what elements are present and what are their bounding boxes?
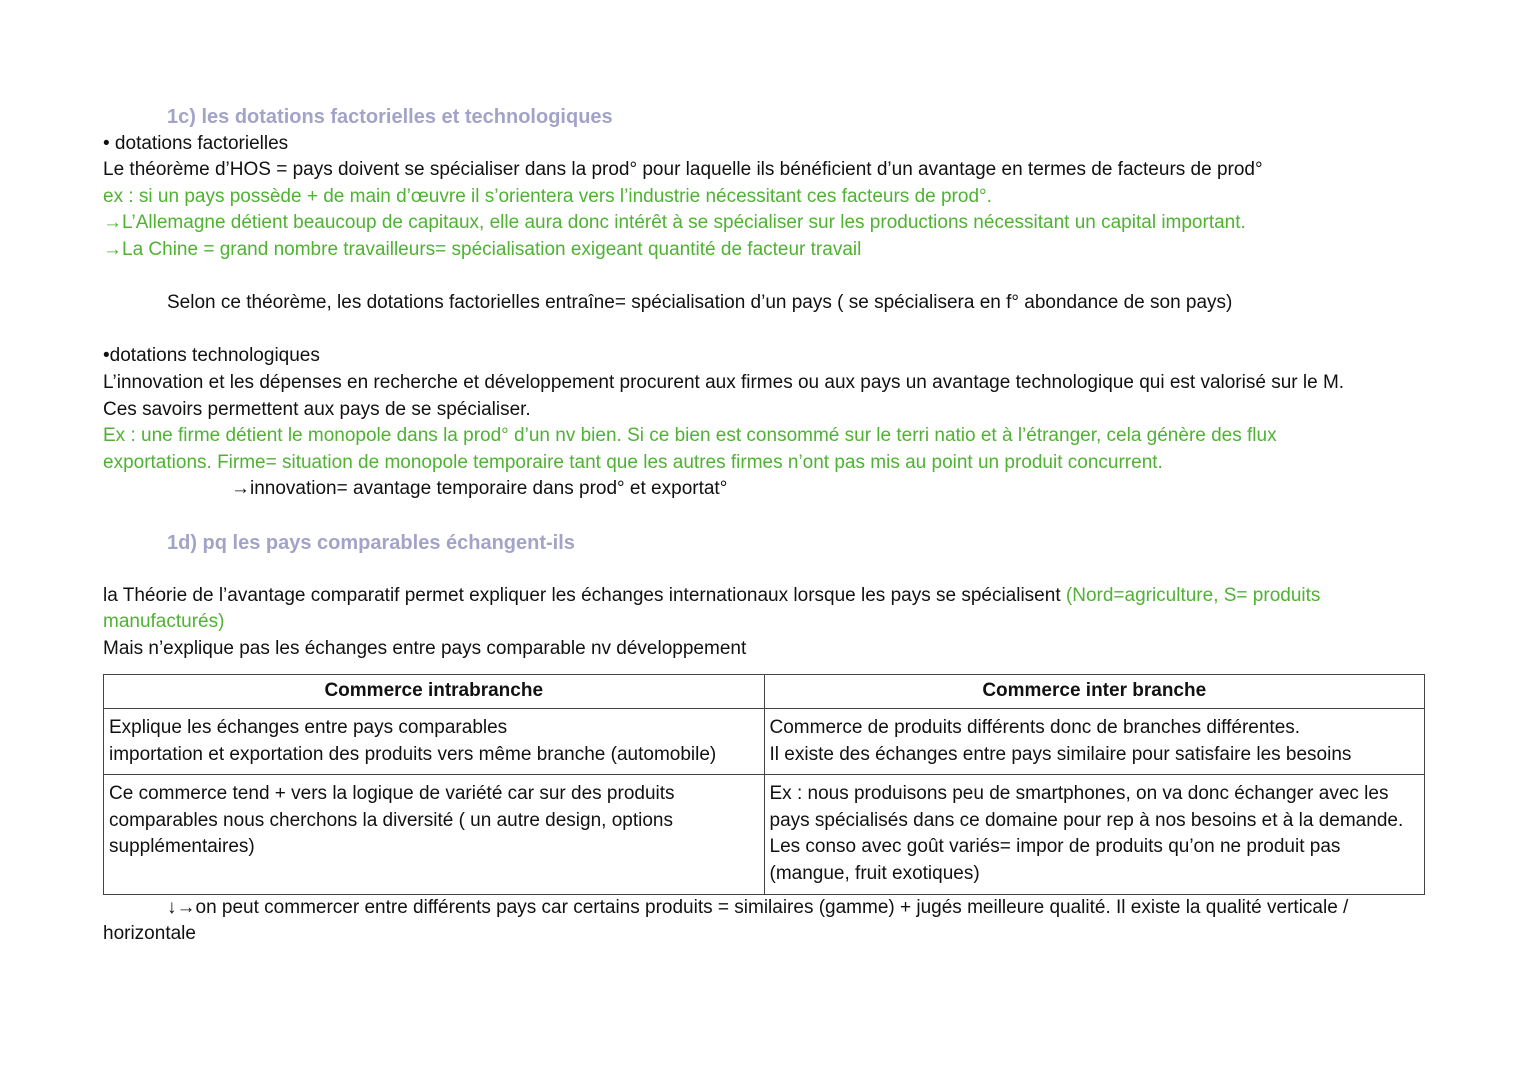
cell-line: Ex : nous produisons peu de smartphones, on va donc échanger avec les: [769, 783, 1389, 805]
header-interbranch: Commerce inter branche: [764, 675, 1425, 709]
theory-green-1: (Nord=agriculture, S= produits: [1065, 584, 1321, 606]
heading-1d: 1d) pq les pays comparables échangent-ils: [167, 531, 575, 554]
hos-conclusion: Selon ce théorème, les dotations factorielles entraîne= spécialisation d’un pays ( se spécialisera en f° abondance de son pays): [167, 292, 1233, 314]
cell-line: supplémentaires): [109, 836, 255, 858]
cell-line: pays spécialisés dans ce domaine pour rep à nos besoins et à la demande.: [769, 809, 1404, 831]
bullet-tech-endowments: •dotations technologiques: [103, 345, 320, 367]
cell-line: Les conso avec goût variés= impor de produits qu’on ne produit pas: [769, 836, 1341, 858]
document-page: [103, 104, 1433, 948]
heading-1c: 1c) les dotations factorielles et technologiques: [167, 106, 613, 128]
example-germany: →L’Allemagne détient beaucoup de capitaux, elle aura donc intérêt à se spécialiser sur les productions nécessitant un capital important.: [103, 212, 1246, 234]
theory-text: [103, 583, 1433, 610]
example-monopoly-1: Ex : une firme détient le monopole dans la prod° d’un nv bien. Si ce bien est consommé sur le terri natio et à l’étranger, cela génère des flux: [103, 425, 1277, 447]
limit-text: Mais n’explique pas les échanges entre pays comparable nv développement: [103, 637, 747, 659]
table-cell: [104, 709, 765, 775]
theory-main: la Théorie de l’avantage comparatif permet expliquer les échanges internationaux lorsque les pays se spécialisent: [103, 584, 1066, 606]
table-cell: [764, 775, 1425, 894]
cell-line: Ce commerce tend + vers la logique de variété car sur des produits: [109, 783, 675, 805]
table-cell: [104, 775, 765, 894]
hos-theorem-text: Le théorème d’HOS = pays doivent se spécialiser dans la prod° pour laquelle ils bénéficient d’un avantage en termes de facteurs de prod°: [103, 159, 1263, 181]
innovation-conclusion: →innovation= avantage temporaire dans prod° et exportat°: [231, 478, 728, 500]
example-monopoly-2: exportations. Firme= situation de monopole temporaire tant que les autres firmes n’ont pas mis au point un produit concurrent.: [103, 451, 1163, 473]
cell-line: comparables nous cherchons la diversité ( un autre design, options: [109, 809, 673, 831]
trade-comparison-table: [103, 674, 1425, 894]
theory-green-2: manufacturés): [103, 611, 225, 633]
table-row: [104, 709, 1425, 775]
innovation-text: L’innovation et les dépenses en recherche et développement procurent aux firmes ou aux pays un avantage technologique qui est valorisé sur le M.: [103, 371, 1345, 393]
header-intrabranch: Commerce intrabranche: [104, 675, 765, 709]
cell-line: (mangue, fruit exotiques): [769, 863, 980, 885]
cell-line: Explique les échanges entre pays comparables: [109, 717, 508, 739]
bullet-factor-endowments: • dotations factorielles: [103, 132, 289, 154]
cell-line: importation et exportation des produits vers même branche (automobile): [109, 743, 717, 765]
cell-line: Il existe des échanges entre pays similaire pour satisfaire les besoins: [769, 743, 1352, 765]
savoirs-text: Ces savoirs permettent aux pays de se spécialiser.: [103, 398, 531, 420]
table-row: [104, 775, 1425, 894]
example-labor: ex : si un pays possède + de main d’œuvre il s’orientera vers l’industrie nécessitant ces facteurs de prod°.: [103, 185, 992, 207]
example-china: →La Chine = grand nombre travailleurs= spécialisation exigeant quantité de facteur travail: [103, 238, 862, 260]
cell-line: Commerce de produits différents donc de branches différentes.: [769, 717, 1301, 739]
table-header-row: [104, 675, 1425, 709]
final-text-1: ↓→on peut commercer entre différents pays car certains produits = similaires (gamme) + jugés meilleure qualité. Il existe la qualité verticale /: [167, 896, 1349, 918]
table-cell: [764, 709, 1425, 775]
final-text-2: horizontale: [103, 923, 196, 945]
